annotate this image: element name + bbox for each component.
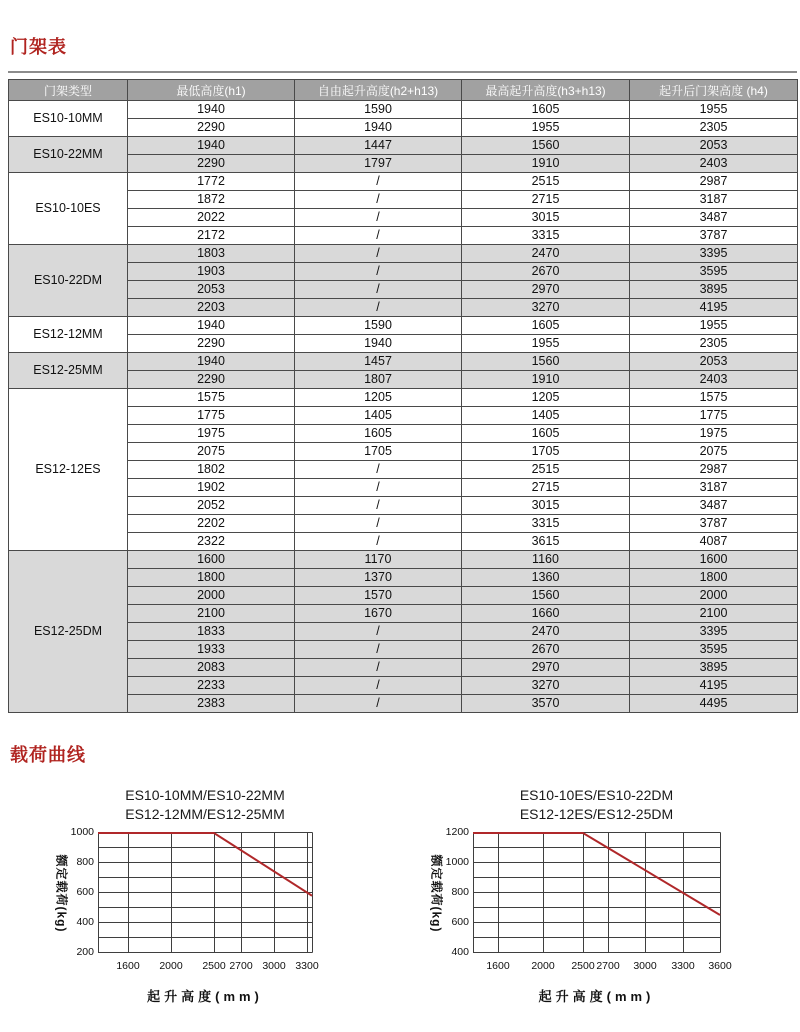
table-row xyxy=(9,515,798,533)
value-cell: 3187 xyxy=(630,479,798,497)
value-cell: 3787 xyxy=(630,227,798,245)
value-cell: 1405 xyxy=(295,407,462,425)
table-row xyxy=(9,569,798,587)
value-cell: 3595 xyxy=(630,263,798,281)
col-header-max-lift: 最高起升高度(h3+h13) xyxy=(462,80,630,101)
chart-title-line: ES12-12ES/ES12-25DM xyxy=(519,806,674,822)
value-cell: 3615 xyxy=(462,533,630,551)
x-axis-tick-label: 2500 xyxy=(571,960,595,972)
table-row xyxy=(9,371,798,389)
value-cell: 1903 xyxy=(128,263,295,281)
value-cell: 3895 xyxy=(630,659,798,677)
value-cell: 2470 xyxy=(462,245,630,263)
value-cell: 2053 xyxy=(128,281,295,299)
table-row xyxy=(9,533,798,551)
section-title-mast-table: 门架表 xyxy=(10,37,67,57)
table-row xyxy=(9,101,798,119)
x-axis-tick-label: 3300 xyxy=(295,960,319,972)
table-row xyxy=(9,335,798,353)
value-cell: 1772 xyxy=(128,173,295,191)
y-axis-tick-label: 800 xyxy=(451,885,469,898)
value-cell: 1975 xyxy=(630,425,798,443)
table-row xyxy=(9,299,798,317)
value-cell: 3787 xyxy=(630,515,798,533)
x-axis-tick-label: 3000 xyxy=(633,960,657,972)
value-cell: / xyxy=(295,281,462,299)
col-header-extended-height: 起升后门架高度 (h4) xyxy=(630,80,798,101)
value-cell: 1910 xyxy=(462,155,630,173)
value-cell: 3315 xyxy=(462,515,630,533)
value-cell: 1160 xyxy=(462,551,630,569)
chart-gridlines xyxy=(98,833,313,953)
value-cell: / xyxy=(295,497,462,515)
value-cell: 3395 xyxy=(630,623,798,641)
value-cell: 3487 xyxy=(630,497,798,515)
value-cell: 1570 xyxy=(295,587,462,605)
x-axis-tick-label: 2700 xyxy=(229,960,253,972)
value-cell: 2987 xyxy=(630,173,798,191)
y-axis-tick-label: 600 xyxy=(76,885,94,898)
x-axis-tick-label: 1600 xyxy=(116,960,140,972)
value-cell: 1560 xyxy=(462,353,630,371)
value-cell: / xyxy=(295,641,462,659)
table-row xyxy=(9,587,798,605)
value-cell: 1590 xyxy=(295,317,462,335)
value-cell: 1940 xyxy=(295,335,462,353)
value-cell: / xyxy=(295,533,462,551)
value-cell: 1910 xyxy=(462,371,630,389)
y-axis-tick-label: 400 xyxy=(451,945,469,958)
value-cell: 1955 xyxy=(462,119,630,137)
value-cell: 1447 xyxy=(295,137,462,155)
value-cell: 1933 xyxy=(128,641,295,659)
value-cell: 3315 xyxy=(462,227,630,245)
table-row xyxy=(9,551,798,569)
value-cell: / xyxy=(295,191,462,209)
table-row xyxy=(9,425,798,443)
table-row xyxy=(9,461,798,479)
value-cell: 1670 xyxy=(295,605,462,623)
table-row xyxy=(9,263,798,281)
value-cell: 1405 xyxy=(462,407,630,425)
value-cell: 1975 xyxy=(128,425,295,443)
value-cell: 2172 xyxy=(128,227,295,245)
x-axis-tick-label: 2000 xyxy=(531,960,555,972)
table-row xyxy=(9,659,798,677)
value-cell: 2383 xyxy=(128,695,295,713)
load-curve-chart xyxy=(473,832,721,953)
model-cell: ES10-10MM xyxy=(9,101,128,137)
chart-title-line: ES12-12MM/ES12-25MM xyxy=(125,806,285,822)
value-cell: 3487 xyxy=(630,209,798,227)
value-cell: / xyxy=(295,461,462,479)
value-cell: 1800 xyxy=(128,569,295,587)
value-cell: 4495 xyxy=(630,695,798,713)
value-cell: 2100 xyxy=(128,605,295,623)
value-cell: 2715 xyxy=(462,191,630,209)
value-cell: 2052 xyxy=(128,497,295,515)
x-axis-tick-label: 3600 xyxy=(708,960,732,972)
y-axis-tick-label: 600 xyxy=(451,915,469,928)
value-cell: 4195 xyxy=(630,299,798,317)
value-cell: 1800 xyxy=(630,569,798,587)
value-cell: 1940 xyxy=(295,119,462,137)
value-cell: 2290 xyxy=(128,335,295,353)
value-cell: / xyxy=(295,479,462,497)
value-cell: 2403 xyxy=(630,155,798,173)
table-row xyxy=(9,173,798,191)
table-row xyxy=(9,497,798,515)
value-cell: 1600 xyxy=(128,551,295,569)
value-cell: 1940 xyxy=(128,101,295,119)
value-cell: 1955 xyxy=(462,335,630,353)
value-cell: 1170 xyxy=(295,551,462,569)
table-row xyxy=(9,641,798,659)
value-cell: 1872 xyxy=(128,191,295,209)
chart-title-line: ES10-10ES/ES10-22DM xyxy=(519,787,674,803)
value-cell: 2470 xyxy=(462,623,630,641)
value-cell: 2970 xyxy=(462,659,630,677)
chart-title-line: ES10-10MM/ES10-22MM xyxy=(125,787,285,803)
value-cell: 3570 xyxy=(462,695,630,713)
value-cell: / xyxy=(295,173,462,191)
value-cell: 1940 xyxy=(128,353,295,371)
value-cell: / xyxy=(295,515,462,533)
x-axis-tick-label: 1600 xyxy=(486,960,510,972)
value-cell: 1833 xyxy=(128,623,295,641)
model-cell: ES12-25DM xyxy=(9,551,128,713)
x-axis-tick-label: 2700 xyxy=(596,960,620,972)
value-cell: 3015 xyxy=(462,497,630,515)
value-cell: 2290 xyxy=(128,371,295,389)
rated-load-curve-line xyxy=(473,833,720,915)
value-cell: 1955 xyxy=(630,101,798,119)
table-row xyxy=(9,407,798,425)
value-cell: 3187 xyxy=(630,191,798,209)
model-cell: ES12-12MM xyxy=(9,317,128,353)
y-axis-tick-label: 1200 xyxy=(445,825,469,838)
value-cell: 2305 xyxy=(630,335,798,353)
table-row xyxy=(9,479,798,497)
value-cell: 4195 xyxy=(630,677,798,695)
x-axis-label: 起升高度(mm) xyxy=(538,989,655,1004)
value-cell: 2203 xyxy=(128,299,295,317)
value-cell: 1360 xyxy=(462,569,630,587)
value-cell: 2670 xyxy=(462,263,630,281)
value-cell: 2515 xyxy=(462,461,630,479)
table-row xyxy=(9,155,798,173)
value-cell: 3270 xyxy=(462,677,630,695)
table-row xyxy=(9,443,798,461)
value-cell: 1575 xyxy=(630,389,798,407)
model-cell: ES12-12ES xyxy=(9,389,128,551)
value-cell: 2022 xyxy=(128,209,295,227)
value-cell: 1940 xyxy=(128,137,295,155)
x-axis-label: 起升高度(mm) xyxy=(147,989,263,1004)
value-cell: 1940 xyxy=(128,317,295,335)
value-cell: / xyxy=(295,299,462,317)
value-cell: 1457 xyxy=(295,353,462,371)
value-cell: 1775 xyxy=(630,407,798,425)
table-row xyxy=(9,317,798,335)
y-axis-tick-label: 1000 xyxy=(445,855,469,868)
value-cell: 2322 xyxy=(128,533,295,551)
value-cell: 2053 xyxy=(630,353,798,371)
value-cell: 2100 xyxy=(630,605,798,623)
value-cell: 1605 xyxy=(462,425,630,443)
value-cell: 1660 xyxy=(462,605,630,623)
value-cell: 2403 xyxy=(630,371,798,389)
section-title-load-curve: 载荷曲线 xyxy=(10,745,86,765)
table-row xyxy=(9,245,798,263)
table-row xyxy=(9,137,798,155)
col-header-free-lift: 自由起升高度(h2+h13) xyxy=(295,80,462,101)
value-cell: 1807 xyxy=(295,371,462,389)
value-cell: 2075 xyxy=(128,443,295,461)
value-cell: 1797 xyxy=(295,155,462,173)
value-cell: 1605 xyxy=(462,101,630,119)
model-cell: ES10-22MM xyxy=(9,137,128,173)
value-cell: 1370 xyxy=(295,569,462,587)
y-axis-tick-label: 800 xyxy=(76,855,94,868)
value-cell: 2970 xyxy=(462,281,630,299)
table-row xyxy=(9,677,798,695)
x-axis-tick-label: 2000 xyxy=(159,960,183,972)
load-curve-chart xyxy=(98,832,313,953)
x-axis-tick-label: 3000 xyxy=(262,960,286,972)
value-cell: 2202 xyxy=(128,515,295,533)
value-cell: 1902 xyxy=(128,479,295,497)
value-cell: 1575 xyxy=(128,389,295,407)
value-cell: / xyxy=(295,659,462,677)
table-row xyxy=(9,353,798,371)
value-cell: 1590 xyxy=(295,101,462,119)
value-cell: 2000 xyxy=(128,587,295,605)
value-cell: 2083 xyxy=(128,659,295,677)
table-row xyxy=(9,623,798,641)
mast-table xyxy=(8,79,798,713)
value-cell: 2715 xyxy=(462,479,630,497)
value-cell: 3395 xyxy=(630,245,798,263)
table-row xyxy=(9,605,798,623)
value-cell: 1705 xyxy=(462,443,630,461)
value-cell: 1775 xyxy=(128,407,295,425)
value-cell: 2075 xyxy=(630,443,798,461)
model-cell: ES12-25MM xyxy=(9,353,128,389)
value-cell: 1560 xyxy=(462,137,630,155)
y-axis-tick-label: 1000 xyxy=(70,825,94,838)
value-cell: 2233 xyxy=(128,677,295,695)
value-cell: / xyxy=(295,677,462,695)
value-cell: 4087 xyxy=(630,533,798,551)
value-cell: 2305 xyxy=(630,119,798,137)
value-cell: 2290 xyxy=(128,155,295,173)
col-header-mast-type: 门架类型 xyxy=(9,80,128,101)
value-cell: / xyxy=(295,227,462,245)
value-cell: / xyxy=(295,209,462,227)
value-cell: 2053 xyxy=(630,137,798,155)
model-cell: ES10-22DM xyxy=(9,245,128,317)
rated-load-curve-line xyxy=(98,833,312,896)
value-cell: 1705 xyxy=(295,443,462,461)
value-cell: 1955 xyxy=(630,317,798,335)
value-cell: 1205 xyxy=(462,389,630,407)
value-cell: 2670 xyxy=(462,641,630,659)
value-cell: / xyxy=(295,623,462,641)
y-axis-tick-label: 200 xyxy=(76,945,94,958)
col-header-min-height: 最低高度(h1) xyxy=(128,80,295,101)
value-cell: 2987 xyxy=(630,461,798,479)
value-cell: 1803 xyxy=(128,245,295,263)
value-cell: 1605 xyxy=(462,317,630,335)
value-cell: 1600 xyxy=(630,551,798,569)
table-row xyxy=(9,209,798,227)
y-axis-label: 额定载荷(kg) xyxy=(429,854,444,933)
x-axis-tick-label: 2500 xyxy=(202,960,226,972)
table-row xyxy=(9,119,798,137)
table-row xyxy=(9,281,798,299)
table-header-row xyxy=(9,80,798,101)
y-axis-label: 额定载荷(kg) xyxy=(54,854,69,933)
table-row xyxy=(9,695,798,713)
table-row xyxy=(9,227,798,245)
value-cell: / xyxy=(295,245,462,263)
table-row xyxy=(9,389,798,407)
value-cell: 1605 xyxy=(295,425,462,443)
x-axis-tick-label: 3300 xyxy=(671,960,695,972)
y-axis-tick-label: 400 xyxy=(76,915,94,928)
value-cell: 2515 xyxy=(462,173,630,191)
value-cell: 3895 xyxy=(630,281,798,299)
value-cell: / xyxy=(295,263,462,281)
value-cell: / xyxy=(295,695,462,713)
value-cell: 3595 xyxy=(630,641,798,659)
value-cell: 1560 xyxy=(462,587,630,605)
value-cell: 3015 xyxy=(462,209,630,227)
table-row xyxy=(9,191,798,209)
value-cell: 3270 xyxy=(462,299,630,317)
model-cell: ES10-10ES xyxy=(9,173,128,245)
value-cell: 1802 xyxy=(128,461,295,479)
value-cell: 1205 xyxy=(295,389,462,407)
value-cell: 2000 xyxy=(630,587,798,605)
value-cell: 2290 xyxy=(128,119,295,137)
divider-rule xyxy=(8,71,797,73)
